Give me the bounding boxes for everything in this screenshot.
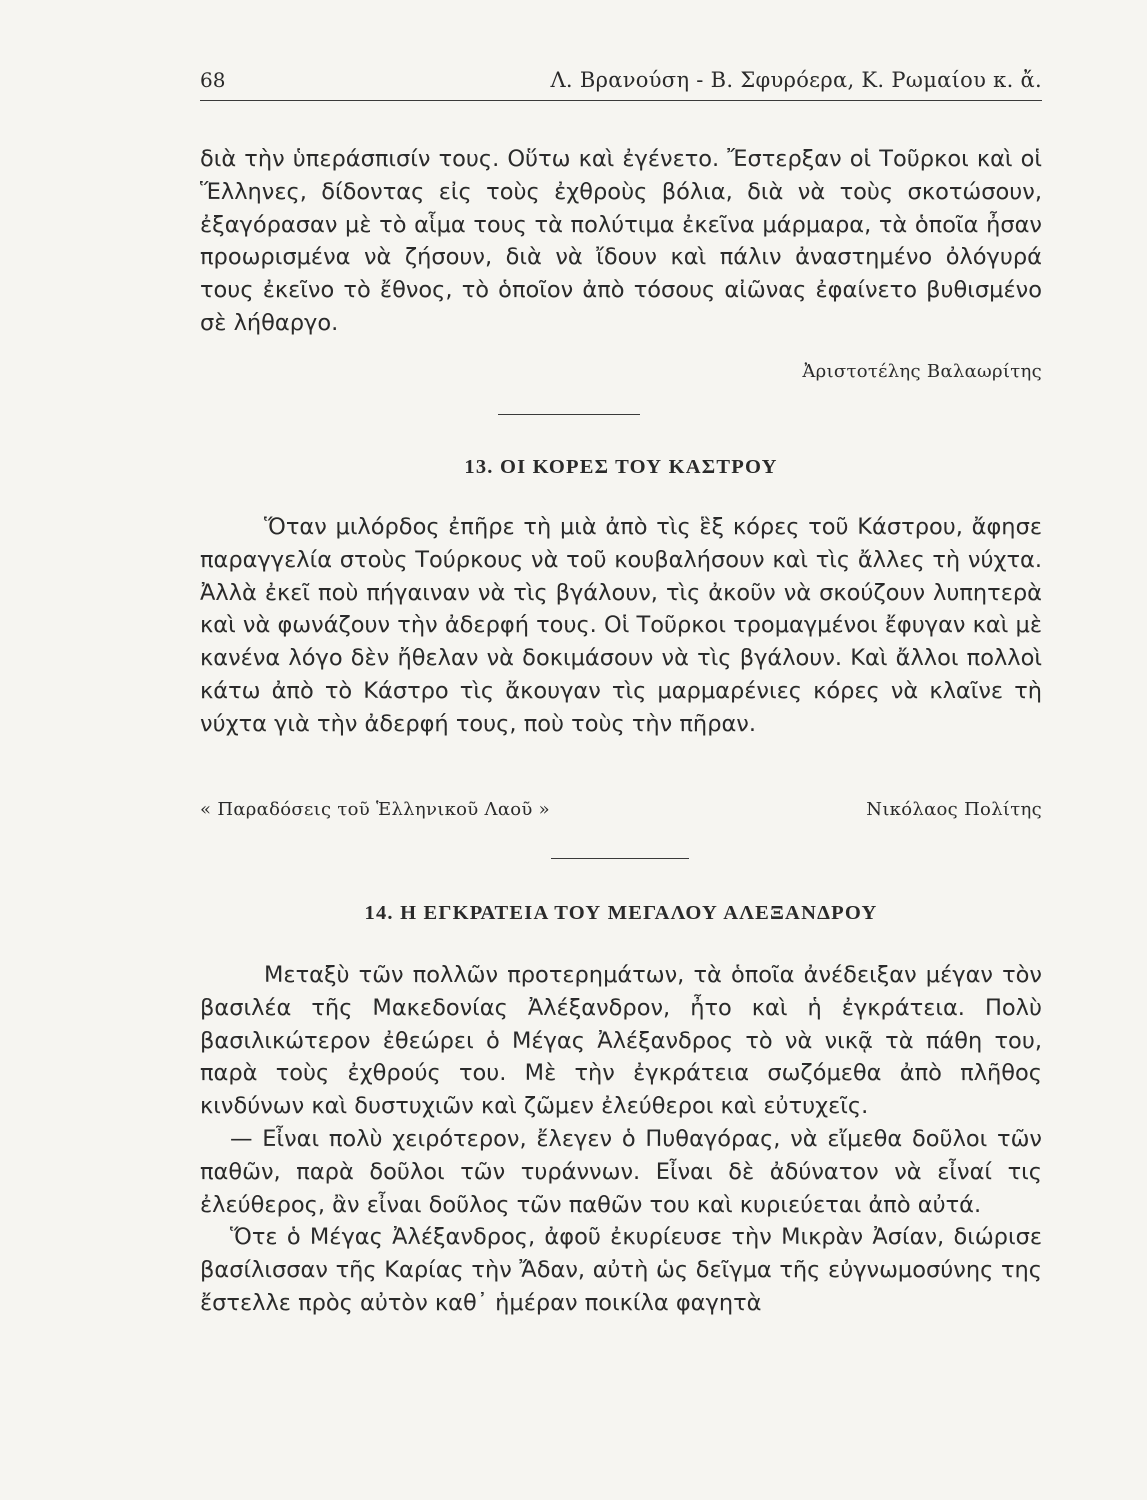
section-13-heading: 13. ΟΙ ΚΟΡΕΣ ΤΟΥ ΚΑΣΤΡΟΥ [464, 456, 778, 478]
passage-author: Ἀριστοτέλης Βαλαωρίτης [802, 361, 1042, 382]
section-14-heading: 14. Η ΕΓΚΡΑΤΕΙΑ ΤΟΥ ΜΕΓΑΛΟΥ ΑΛΕΞΑΝΔΡΟΥ [364, 902, 878, 924]
passage-continued [200, 143, 1042, 340]
section-13-text: Ὅταν μιλόρδος ἐπῆρε τὴ μιὰ ἀπὸ τὶς ἓξ κόρες τοῦ Κάστρου, ἄφησε παραγγελία στοὺς Τούρκους νὰ τοῦ κουβαλήσουν καὶ τὶς ἄλλες τὴ νύχτα. Ἀλλὰ ἐκεῖ ποὺ πήγαιναν νὰ τὶς βγάλουν, τὶς ἀκοῦν νὰ σκούζουν λυπητερὰ καὶ νὰ φωνάζουν τὴν ἀδερφή τους. Οἱ Τοῦρκοι τρομαγμένοι ἔφυγαν καὶ μὲ κανένα λόγο δὲν ἤθελαν νὰ δοκιμάσουν νὰ τὶς βγάλουν. Καὶ ἄλλοι πολλοὶ κάτω ἀπὸ τὸ Κάστρο τὶς ἄκουγαν τὶς μαρμαρένιες κόρες νὰ κλαῖνε τὴ νύχτα γιὰ τὴν ἀδερφή τους, ποὺ τοὺς τὴν πῆραν. [200, 514, 1042, 737]
section-14-paragraph: — Εἶναι πολὺ χειρότερον, ἔλεγεν ὁ Πυθαγόρας, νὰ εἴμεθα δοῦλοι τῶν παθῶν, παρὰ δοῦλοι τῶν τυράννων. Εἶναι δὲ ἀδύνατον νὰ εἶναί τις ἐλεύθερος, ἂν εἶναι δοῦλος τῶν παθῶν του καὶ κυριεύεται ἀπὸ αὐτά. [200, 1125, 1042, 1218]
running-title: Λ. Βρανούση - Β. Σφυρόερα, Κ. Ρωμαίου κ. ἄ. [550, 68, 1042, 92]
section-divider [551, 858, 689, 859]
section-13-source-line [200, 799, 1042, 829]
page-header [200, 68, 1042, 101]
section-13-author: Νικόλαος Πολίτης [866, 799, 1042, 820]
section-14-paragraph: Ὅτε ὁ Μέγας Ἀλέξανδρος, ἀφοῦ ἐκυρίευσε τὴν Μικρὰν Ἀσίαν, διώρισε βασίλισσαν τῆς Καρίας τὴν Ἄδαν, αὐτὴ ὡς δεῖγμα τῆς εὐγνωμοσύνης της ἔστελλε πρὸς αὐτὸν καθ᾽ ἡμέραν ποικίλα φαγητὰ [200, 1224, 1042, 1316]
section-14-body [200, 959, 1042, 1320]
page-number: 68 [200, 68, 226, 92]
source-title: « Παραδόσεις τοῦ Ἑλληνικοῦ Λαοῦ » [200, 799, 550, 820]
section-divider [498, 414, 640, 415]
passage-text: διὰ τὴν ὑπεράσπισίν τους. Οὕτω καὶ ἐγένετο. Ἔστερξαν οἱ Τοῦρκοι καὶ οἱ Ἕλληνες, δίδοντας εἰς τοὺς ἐχθροὺς βόλια, διὰ νὰ τοὺς σκοτώσουν, ἐξαγόρασαν μὲ τὸ αἷμα τους τὰ πολύτιμα ἐκεῖνα μάρμαρα, τὰ ὁποῖα ἦσαν προωρισμένα νὰ ζήσουν, διὰ νὰ ἴδουν καὶ πάλιν ἀναστημένο ὀλόγυρά τους ἐκεῖνο τὸ ἔθνος, τὸ ὁποῖον ἀπὸ τόσους αἰῶνας ἐφαίνετο βυθισμένο σὲ λήθαργο. [200, 146, 1042, 336]
section-13-body [200, 511, 1042, 741]
section-14-paragraph: Μεταξὺ τῶν πολλῶν προτερημάτων, τὰ ὁποῖα ἀνέδειξαν μέγαν τὸν βασιλέα τῆς Μακεδονίας Ἀλέξανδρον, ἦτο καὶ ἡ ἐγκράτεια. Πολὺ βασιλικώτερον ἐθεώρει ὁ Μέγας Ἀλέξανδρος τὸ νὰ νικᾷ τὰ πάθη του, παρὰ τοὺς ἐχθρούς του. Μὲ τὴν ἐγκράτεια σωζόμεθα ἀπὸ πλῆθος κινδύνων καὶ δυστυχιῶν καὶ ζῶμεν ἐλεύθεροι καὶ εὐτυχεῖς. [200, 962, 1042, 1120]
